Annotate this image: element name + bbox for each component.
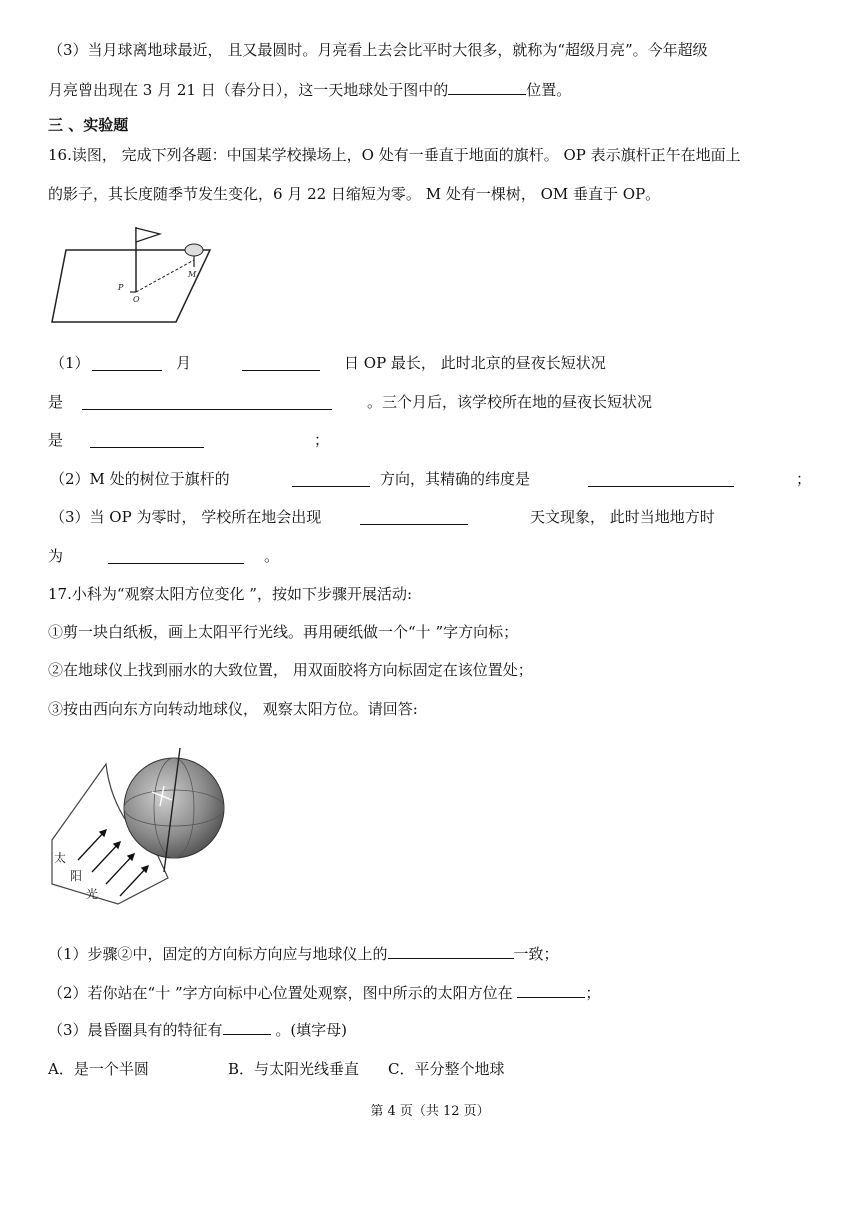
q16-1-blank-day[interactable]	[242, 356, 320, 371]
q16-1-text: 日 OP 最长， 此时北京的昼夜长短状况	[344, 354, 606, 372]
label-guang: 光	[86, 887, 99, 901]
q17-3-text-b: 。(填字母)	[270, 1021, 348, 1039]
q17-2	[48, 983, 600, 1003]
q17-1-text-b: 一致；	[513, 945, 559, 963]
q17-2-blank[interactable]	[517, 983, 585, 998]
label-m: M	[188, 270, 197, 279]
q16-2-end: ；	[796, 470, 812, 488]
page-footer: 第 4 页（共 12 页）	[370, 1104, 490, 1119]
q16-1-shi-1: 是	[48, 393, 64, 411]
q15-3-text-b: 位置。	[526, 81, 572, 99]
q16-2-blank-latitude[interactable]	[588, 472, 734, 487]
q16-stem-line1: 16.读图， 完成下列各题：中国某学校操场上，O 处有一垂直于地面的旗杆。 OP 表示旗杆正午在地面上	[48, 146, 741, 164]
q16-3-text-b: 天文现象， 此时当地地方时	[530, 508, 715, 526]
q16-3-wei: 为	[48, 547, 64, 565]
q16-1-prefix: （1）	[50, 354, 90, 372]
section-heading: 三 、实验题	[48, 116, 129, 134]
q16-stem-line2: 的影子，其长度随季节发生变化，6 月 22 日缩短为零。 M 处有一棵树， OM 垂直于 OP。	[48, 185, 661, 203]
tree-crown	[185, 244, 203, 256]
q17-step-3: ③按由西向东方向转动地球仪， 观察太阳方位。请回答:	[48, 700, 418, 718]
ground-plane	[52, 250, 210, 322]
q16-3-text-a: （3）当 OP 为零时， 学校所在地会出现	[50, 508, 322, 526]
q16-1-month: 月	[176, 354, 192, 372]
q17-1-blank[interactable]	[388, 944, 514, 959]
q17-3-blank[interactable]	[223, 1020, 271, 1035]
label-yang: 阳	[70, 869, 83, 883]
q17-1	[48, 944, 559, 964]
q17-step-1: ①剪一块白纸板，画上太阳平行光线。再用硬纸做一个“十 ”字方向标；	[48, 623, 519, 641]
label-tai: 太	[54, 851, 67, 865]
q17-3	[48, 1020, 347, 1040]
q16-1-shi-2: 是	[48, 431, 64, 449]
line-om	[136, 260, 194, 292]
q16-2-text-a: （2）M 处的树位于旗杆的	[50, 470, 230, 488]
q15-3-text-a: 月亮曾出现在 3 月 21 日（春分日），这一天地球处于图中的	[48, 81, 449, 99]
q17-option-a[interactable]: A．是一个半圆	[48, 1060, 149, 1078]
q17-3-text-a: （3）晨昏圈具有的特征有	[48, 1021, 223, 1039]
q16-1-end: ；	[314, 431, 330, 449]
globe-sunlight-figure	[48, 744, 238, 906]
q15-3-blank[interactable]	[448, 80, 526, 95]
q16-1-blank-month[interactable]	[92, 356, 162, 371]
flag	[136, 228, 160, 242]
q17-2-text-a: （2）若你站在“十 ”字方向标中心位置处观察，图中所示的太阳方位在	[48, 984, 518, 1002]
q17-stem: 17.小科为“观察太阳方位变化 ”，按如下步骤开展活动:	[48, 585, 413, 603]
q16-1-blank-beijing[interactable]	[82, 395, 332, 410]
q17-1-text-a: （1）步骤②中，固定的方向标方向应与地球仪上的	[48, 945, 388, 963]
q17-option-c[interactable]: C．平分整个地球	[388, 1060, 505, 1078]
q16-1-blank-school[interactable]	[90, 433, 204, 448]
q16-3-blank-time[interactable]	[108, 549, 244, 564]
q16-3-end: 。	[264, 547, 280, 565]
q17-step-2: ②在地球仪上找到丽水的大致位置， 用双面胶将方向标固定在该位置处；	[48, 661, 533, 679]
flagpole-figure	[48, 222, 218, 330]
q16-2-blank-direction[interactable]	[292, 472, 370, 487]
q17-option-b[interactable]: B．与太阳光线垂直	[228, 1060, 360, 1078]
label-o: O	[133, 295, 140, 304]
q16-2-text-b: 方向，其精确的纬度是	[380, 470, 531, 488]
q17-2-text-b: ；	[585, 984, 601, 1002]
q16-3-blank-phenomenon[interactable]	[360, 510, 468, 525]
q16-1-text-2: 。三个月后，该学校所在地的昼夜长短状况	[367, 393, 653, 411]
q15-3-line1: （3）当月球离地球最近， 且又最圆时。月亮看上去会比平时大很多，就称为“超级月亮”。今年超级	[48, 41, 708, 59]
globe	[124, 758, 224, 858]
label-p: P	[118, 283, 124, 292]
q15-3-line2	[48, 80, 571, 100]
